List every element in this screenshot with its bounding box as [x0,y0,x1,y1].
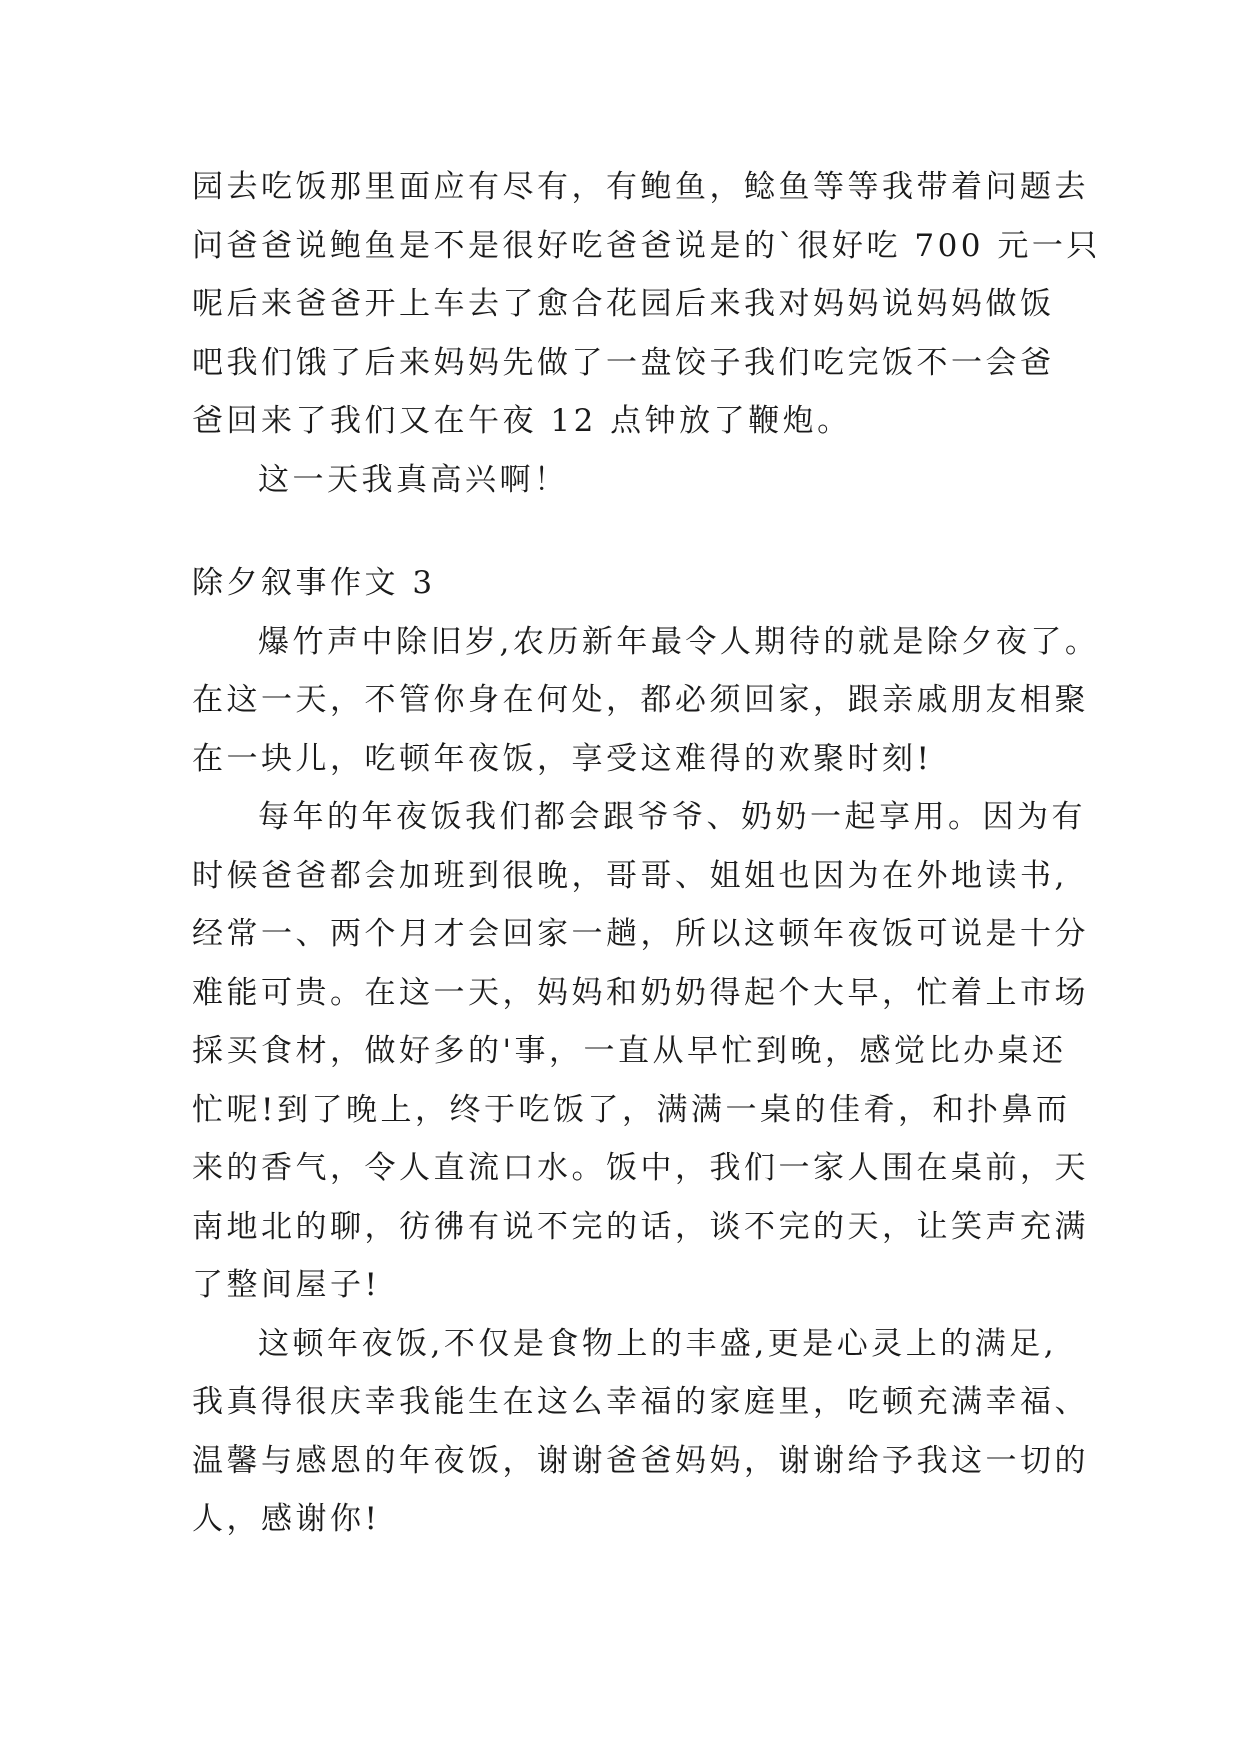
text-line: 来的香气，令人直流口水。饭中，我们一家人围在桌前，天 [192,1150,1089,1186]
text-line: 爆竹声中除旧岁,农历新年最令人期待的就是除夕夜了。 [258,623,1100,660]
paragraph [192,788,1089,1315]
paragraph [192,613,1100,789]
text-line: 了整间屋子! [192,1267,381,1303]
essay-title: 除夕叙事作文 3 [192,565,436,601]
text-line: 这顿年夜饭,不仅是食物上的丰盛,更是心灵上的满足, [258,1325,1058,1362]
text-line: 难能可贵。在这一天，妈妈和奶奶得起个大早，忙着上市场 [192,974,1089,1011]
text-line: 时候爸爸都会加班到很晚，哥哥、姐姐也因为在外地读书, [192,857,1068,894]
text-line: 我真得很庆幸我能生在这么幸福的家庭里，吃顿充满幸福、 [192,1384,1089,1420]
text-line: 忙呢!到了晚上，终于吃饭了，满满一桌的佳肴，和扑鼻而 [192,1091,1071,1128]
essay-2-continuation [192,158,1101,509]
paragraph [192,1315,1089,1549]
text-line: 问爸爸说鲍鱼是不是很好吃爸爸说是的`很好吃 700 元一只 [192,227,1101,264]
text-line: 爸回来了我们又在午夜 12 点钟放了鞭炮。 [192,403,852,439]
text-line: 每年的年夜饭我们都会跟爷爷、奶奶一起享用。因为有 [258,799,1086,835]
closing-line: 这一天我真高兴啊！ [258,461,569,498]
text-line: 经常一、两个月才会回家一趟，所以这顿年夜饭可说是十分 [192,916,1089,952]
text-line: 在这一天，不管你身在何处，都必须回家，跟亲戚朋友相聚 [192,682,1089,718]
text-line: 在一块儿，吃顿年夜饭，享受这难得的欢聚时刻! [192,740,933,777]
essay-3 [192,554,1100,1549]
text-line: 採买食材，做好多的'事，一直从早忙到晚，感觉比办桌还 [192,1033,1067,1069]
text-line: 呢后来爸爸开上车去了愈合花园后来我对妈妈说妈妈做饭 [192,286,1055,322]
text-line: 人，感谢你! [192,1501,381,1537]
text-line: 温馨与感恩的年夜饭，谢谢爸爸妈妈，谢谢给予我这一切的 [192,1442,1089,1479]
text-line: 南地北的聊，彷彿有说不完的话，谈不完的天，让笑声充满 [192,1208,1089,1245]
text-line: 吧我们饿了后来妈妈先做了一盘饺子我们吃完饭不一会爸 [192,344,1055,381]
text-line: 园去吃饭那里面应有尽有，有鲍鱼，鲶鱼等等我带着问题去 [192,169,1089,205]
